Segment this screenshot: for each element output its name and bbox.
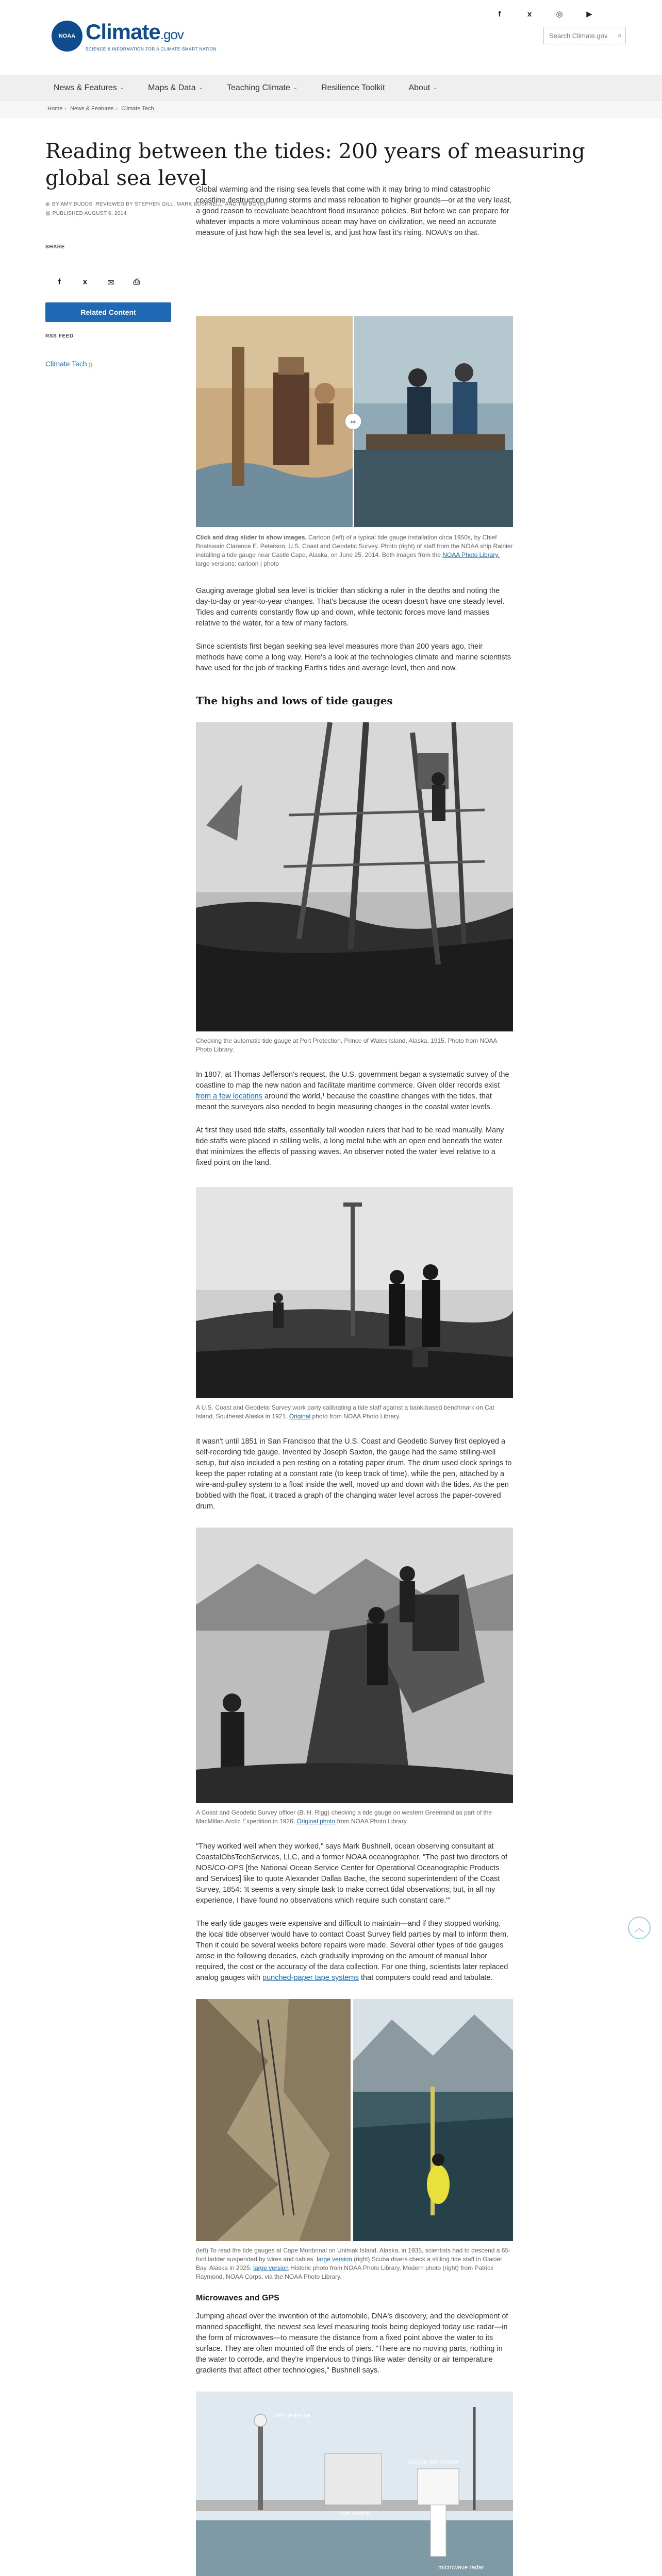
figure-5-caption: (left) To read the tide gauges at Cape Monbrinal on Unimak Island, Alaska, in 1935, scientists had to descend a 65-foot ladder suspended by wires and cables. large version (right) Scuba divers check a stilling tide staff in Glacier Bay, Alaska in 2025. large version Historic photo from NOAA Photo Library. Modern photo (right) from Patrick Raymond, NOAA Corps, via the NOAA Photo Library. [196, 2247, 511, 2280]
related-content-button[interactable]: Related Content [45, 302, 171, 322]
breadcrumb-home[interactable]: Home [47, 106, 63, 112]
chevron-up-icon: ︿ [635, 1923, 644, 1934]
site-header [0, 0, 662, 75]
paragraph-2: Gauging average global sea level is trickier than sticking a ruler in the depths and noting the day-to-day or year-to-year changes. That's because the ocean doesn't have one steady level. Tides and currents constantly flow up and down, while tectonic forces move land masses relative to the water, for a few of many factors. [196, 587, 505, 628]
backup-tide-sensor-label: backup tide sensor [407, 2458, 459, 2465]
site-logo[interactable] [52, 21, 217, 52]
svg-text:⇔: ⇔ [350, 418, 356, 426]
facebook-icon[interactable]: f [498, 9, 501, 19]
facebook-share-icon[interactable]: f [58, 278, 61, 286]
large-version-link-2[interactable]: large version [253, 2264, 289, 2272]
main-nav [0, 75, 662, 100]
search-icon[interactable]: ⌕ [618, 31, 622, 39]
chevron-down-icon: ⌄ [293, 85, 298, 91]
noaa-logo-icon: NOAA [52, 21, 82, 52]
page-title: Reading between the tides: 200 years of measuring global sea level [45, 140, 585, 190]
x-share-icon[interactable]: x [82, 278, 88, 286]
figure-3-caption: A U.S. Coast and Geodetic Survey work party calibrating a tide staff against a bank-based benchmark on Cat Island, Southeast Alaska in 1921. Original photo from NOAA Photo Library. [196, 1404, 494, 1420]
paragraph-4: In 1807, at Thomas Jefferson's request, the U.S. government began a systematic survey of the coastline to map the new nation and facilitate maritime commerce. Given older records exist from a few locations around the world,¹ because the coastline changes with the tides, that meant the surveyors also needed to begin measuring changes in the coastal water levels. [196, 1071, 509, 1111]
author: BY AMY BUDDS [52, 201, 93, 207]
macmillan-expedition-photo [196, 1528, 513, 1803]
large-version-link[interactable]: large version [317, 2256, 352, 2263]
youtube-icon[interactable]: ▶ [586, 10, 592, 19]
email-share-icon[interactable]: ✉ [107, 279, 114, 287]
nav-maps-data[interactable]: Maps & Data ⌄ [148, 83, 203, 92]
chevron-down-icon: ⌄ [433, 85, 438, 91]
tide-gauge-1915-photo [196, 722, 513, 1031]
share-label: SHARE [45, 244, 65, 250]
bushnell-quote: "They worked well when they worked," says Mark Bushnell, ocean observing consultant at CoastalObsTechServices, LLC, and a former NOAA oceanographer. "The past two directors of NOS/CO-OPS [the National Ocean Service Center for Operational Oceanographic Products and Services] like to quote Alexander Dallas Bache, the second superintendent of the Coast Survey, 1854: 'It seems a very simple task to make correct tidal observations; but, in all my experience, I have found no observations which require such constant care.'" [196, 1842, 507, 1905]
section-heading-tide-gauges: The highs and lows of tide gauges [196, 694, 393, 707]
greenland-1926-photo [196, 1528, 513, 1803]
nav-about[interactable]: About ⌄ [408, 83, 438, 92]
article-body [196, 184, 513, 2576]
nav-resilience-toolkit[interactable]: Resilience Toolkit [321, 83, 385, 92]
tide-staff-calibration-photo [196, 1187, 513, 1398]
noaa-photo-library-link[interactable]: NOAA Photo Library. [442, 551, 500, 558]
instagram-icon[interactable]: ◎ [556, 10, 563, 19]
tide-station-label: tide station [340, 2510, 371, 2517]
scroll-to-top-button[interactable] [628, 1917, 651, 1939]
paragraph-8: Jumping ahead over the invention of the automobile, DNA's discovery, and the development of manned spaceflight, the newest sea level measuring tools being deployed today use radar—in the form of microwaves—to measure the distance from a fixed point above the water to its surface. They are often mounted off the ends of piers. "There are no moving parts, nothing in the water to corrode, and they're impervious to things like water density or air temperature gradients that affect other technologies," Bushnell says. [196, 2312, 508, 2375]
calendar-icon: ▦ [45, 211, 51, 216]
figure-2-caption: Checking the automatic tide gauge at Port Protection, Prince of Wales Island, Alaska, 1915. Photo from NOAA Photo Library. [196, 1037, 497, 1053]
nav-teaching-climate[interactable]: Teaching Climate ⌄ [226, 83, 298, 92]
cat-island-1921-photo [196, 1187, 513, 1398]
port-protection-photo [196, 722, 513, 1031]
rss-icon: )) [88, 362, 92, 368]
paragraph-6: It wasn't until 1851 in San Francisco that the U.S. Coast and Geodetic Survey first deployed a self-recording tide gauge. Invented by Joseph Saxton, the gauge had the same stilling-well setup, but also included a pen resting on a rotating paper drum. The drum used clock springs to keep the paper rotating at a constant rate (to keep track of time), while the pen, attached by a wire-and-pulley system to a float inside the well, moved up and down with the tides. As the pen bobbed with the float, it traced a graph of the changing water level across the paper-covered drum. [196, 1437, 512, 1511]
share-buttons [45, 278, 171, 288]
chevron-down-icon: ⌄ [120, 85, 125, 91]
paragraph-3: Since scientists first began seeking sea level measures more than 200 years ago, their methods have come a long way. Here's a look at the technologies climate and marine scientists have used for the job of tracking Earth's tides and average level, then and now. [196, 642, 511, 672]
figure-4-caption: A Coast and Geodetic Survey officer (B. H. Rigg) checking a tide gauge on western Greenland as part of the MacMillan Arctic Expedition in 1926. Original photo from NOAA Photo Library. [196, 1809, 492, 1825]
paragraph-7: The early tide gauges were expensive and difficult to maintain—and if they stopped working, the local tide observer would have to contact Coast Survey field parties by mail to inform them. Then it could be several weeks before repairs were made. Several other types of tide gauges arose in the following decades, each gradually improving on the amount of manual labor required, the cost or the accuracy of the data collection. For one thing, scientists later replaced analog gauges with punched-paper tape systems that computers could read and tabulate. [196, 1920, 509, 1982]
print-icon[interactable]: ⎙ [133, 278, 140, 286]
original-photo-link[interactable]: Original [289, 1413, 311, 1420]
microwave-radar-label: microwave radar [438, 2564, 484, 2571]
paragraph-5: At first they used tide staffs, essentially tall wooden rulers that had to be read manually. Many tide staffs were placed in stilling wells, a long metal tube with an open end beneath the water that minimizes the effects of passing waves. An observer noted the water level relative to a fixed point on the land. [196, 1126, 504, 1167]
breadcrumb: Home › News & Features › Climate Tech [0, 100, 662, 117]
x-icon[interactable]: x [527, 9, 532, 19]
microwave-radar-bridge-photo [196, 2392, 513, 2576]
reviewers: REVIEWED BY STEPHEN GILL, MARK BUSHNELL, AND TIM BOYER [95, 201, 268, 207]
punched-paper-tape-link[interactable]: punched-paper tape systems [262, 1974, 359, 1982]
user-icon: ◉ [45, 201, 51, 207]
gps-antenna-label: GPS antenna [273, 2412, 311, 2419]
image-comparison-slider[interactable] [196, 316, 513, 527]
figure-1-caption: Click and drag slider to show images. Cartoon (left) of a typical tide gauge installation circa 1950s, by Chief Boatswain Clarence E. Peterson, U.S. Coast and Geodetic Survey. Photo (right) of staff from the NOAA ship Rainier installing a tide gauge near Castle Cape, Alaska, on June 25, 2014. Both images from the NOAA Photo Library. large versions: cartoon | photo [196, 534, 513, 567]
breadcrumb-news-features[interactable]: News & Features [70, 106, 114, 112]
original-photo-link-2[interactable]: Original photo [296, 1818, 336, 1825]
few-locations-link[interactable]: from a few locations [196, 1092, 262, 1100]
rss-label: RSS FEED [45, 333, 74, 339]
chevron-down-icon: ⌄ [198, 85, 203, 91]
logo-name: Climate.gov [86, 20, 184, 44]
social-links [494, 8, 595, 20]
unimak-glacier-bay-photos [196, 1999, 513, 2241]
breadcrumb-climate-tech[interactable]: Climate Tech [121, 106, 154, 112]
rss-link[interactable]: Climate Tech )) [45, 360, 92, 368]
article-sidebar [45, 244, 171, 368]
tide-gauge-comparison-image [196, 316, 513, 527]
radar-station-labeled-photo [196, 2392, 513, 2576]
ladder-and-scuba-photos [196, 1999, 513, 2241]
intro-paragraph: Global warming and the rising sea levels that come with it may bring to mind catastrophic coastline destruction during storms and mass relocation to higher grounds—or at the very least, a good reason to reevaluate beachfront flood insurance policies. But before we can prepare for whatever impacts a more voluminous ocean may have on civilization, we need an accurate measure of just how high the sea level is, and just how fast it's rising. NOAA's on that. [196, 185, 512, 237]
search-input[interactable] [543, 27, 626, 44]
logo-tagline: SCIENCE & INFORMATION FOR A CLIMATE-SMART NATION [86, 47, 217, 52]
publish-date: PUBLISHED AUGUST 6, 2014 [52, 211, 127, 216]
nav-news-features[interactable]: News & Features ⌄ [54, 83, 125, 92]
section-heading-microwaves-gps: Microwaves and GPS [196, 2294, 279, 2302]
